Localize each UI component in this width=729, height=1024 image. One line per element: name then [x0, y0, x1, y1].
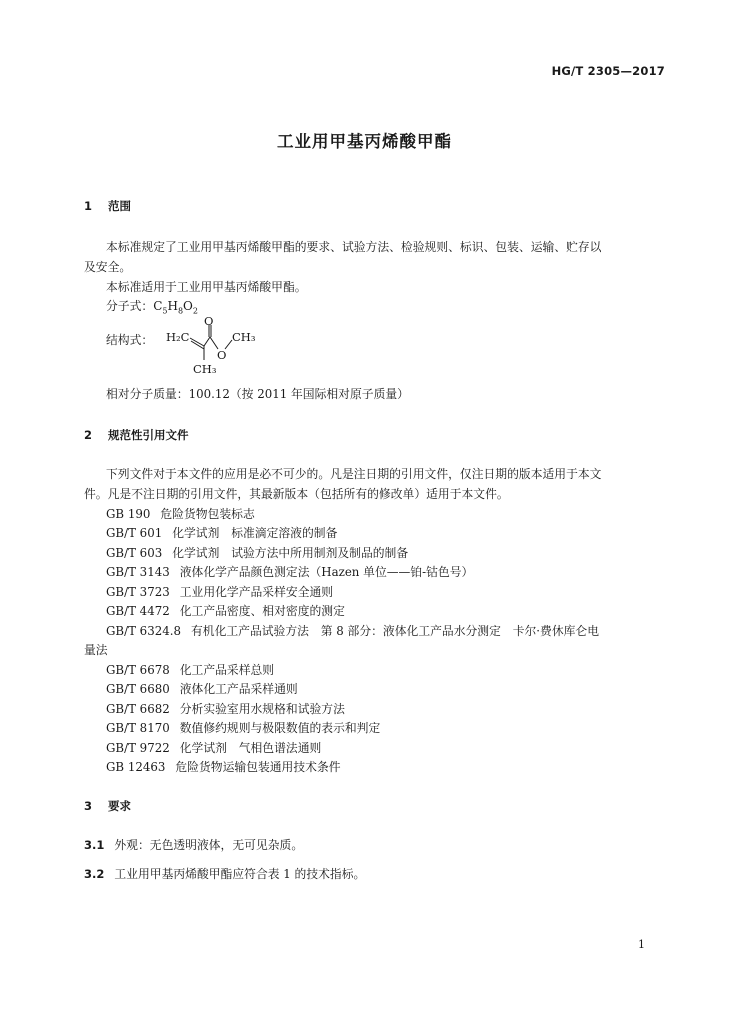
- formula-value: $C_5H_8O_2$: [153, 299, 198, 316]
- requirement-3-1: [84, 836, 303, 853]
- ref-title: 化学试剂 标准滴定溶液的制备: [172, 526, 338, 540]
- structural-formula: [164, 316, 274, 382]
- ref-code: GB/T 8170: [106, 721, 170, 735]
- ref-title: 量法: [84, 643, 108, 657]
- ref-item: [106, 524, 337, 541]
- section-title: 范围: [108, 199, 131, 213]
- ref-code: GB 12463: [106, 760, 166, 774]
- ref-code: GB/T 603: [106, 546, 163, 560]
- molecular-formula: [106, 297, 198, 315]
- document-title: 工业用甲基丙烯酸甲酯: [277, 132, 452, 151]
- ref-code: GB/T 6680: [106, 682, 170, 696]
- clause-text: 工业用甲基丙烯酸甲酯应符合表 1 的技术指标。: [114, 867, 366, 881]
- methyl-bottom-label: CH₃: [193, 362, 217, 376]
- clause-number: 3.1: [84, 838, 105, 852]
- ref-item: [106, 758, 341, 775]
- scope-para2: 本标准适用于工业用甲基丙烯酸甲酯。: [106, 280, 307, 294]
- scope-para1-line1: 本标准规定了工业用甲基丙烯酸甲酯的要求、试验方法、检验规则、标识、包装、运输、贮存以: [106, 240, 602, 254]
- ref-item: [106, 680, 298, 697]
- ref-title: 化学试剂 试验方法中所用制剂及制品的制备: [172, 546, 409, 560]
- ref-title: 工业用化学产品采样安全通则: [179, 585, 334, 599]
- standard-code: HG/T 2305—2017: [551, 64, 665, 78]
- ref-item: [106, 563, 473, 580]
- requirement-3-2: [84, 865, 365, 882]
- ref-title: 有机化工产品试验方法 第 8 部分：液体化工产品水分测定 卡尔·费休库仑电: [190, 624, 600, 638]
- clause-text: 外观：无色透明液体，无可见杂质。: [114, 838, 304, 852]
- section-title: 要求: [108, 799, 131, 813]
- ref-item: [106, 739, 321, 756]
- section-3-heading: [84, 798, 131, 814]
- clause-number: 3.2: [84, 867, 105, 881]
- section-number: 2: [84, 428, 93, 442]
- refs-intro-line1: 下列文件对于本文件的应用是必不可少的。凡是注日期的引用文件，仅注日期的版本适用于本文: [106, 467, 602, 481]
- ref-title: 化工产品采样总则: [179, 663, 275, 677]
- methyl-right-label: CH₃: [232, 330, 256, 344]
- ref-item: [106, 602, 345, 619]
- formula-label: 分子式：: [106, 299, 154, 313]
- ref-code: GB/T 601: [106, 526, 163, 540]
- ref-item: [106, 622, 599, 639]
- ref-code: GB 190: [106, 507, 151, 521]
- ref-title: 分析实验室用水规格和试验方法: [179, 702, 345, 716]
- ref-title: 化学试剂 气相色谱法通则: [179, 741, 322, 755]
- scope-para1-line2: 及安全。: [84, 260, 132, 274]
- mass-label: 相对分子质量：: [106, 387, 189, 401]
- ref-title: 危险货物包装标志: [160, 507, 255, 521]
- ref-title: 数值修约规则与极限数值的表示和判定: [179, 721, 381, 735]
- structure-label: 结构式：: [106, 333, 154, 347]
- ester-oxygen-label: O: [217, 348, 227, 362]
- page-number: 1: [638, 938, 645, 951]
- ref-code: GB/T 6682: [106, 702, 170, 716]
- ref-title: 化工产品密度、相对密度的测定: [179, 604, 345, 618]
- ref-item: [106, 719, 380, 736]
- molecular-mass: [106, 385, 409, 402]
- section-title: 规范性引用文件: [108, 428, 189, 442]
- ref-item-continuation: [84, 641, 108, 658]
- section-1-heading: [84, 198, 131, 214]
- ref-code: GB/T 3723: [106, 585, 170, 599]
- section-2-heading: [84, 427, 189, 443]
- refs-intro-line2: 件。凡是不注日期的引用文件，其最新版本（包括所有的修改单）适用于本文件。: [84, 487, 509, 501]
- ref-item: [106, 583, 333, 600]
- mass-value: 100.12（按 2011 年国际相对原子质量）: [188, 387, 409, 401]
- ref-title: 液体化工产品采样通则: [179, 682, 298, 696]
- section-number: 1: [84, 199, 93, 213]
- ref-code: GB/T 6678: [106, 663, 170, 677]
- ref-item: [106, 700, 345, 717]
- h2c-label: H₂C: [166, 330, 190, 344]
- ref-code: GB/T 9722: [106, 741, 170, 755]
- ref-code: GB/T 4472: [106, 604, 170, 618]
- ref-item: [106, 661, 274, 678]
- ref-code: GB/T 3143: [106, 565, 170, 579]
- ref-item: [106, 544, 408, 561]
- ref-code: GB/T 6324.8: [106, 624, 181, 638]
- ref-item: [106, 505, 255, 522]
- ref-title: 液体化学产品颜色测定法（Hazen 单位——铂-钴色号）: [179, 565, 474, 579]
- carbonyl-oxygen-label: O: [204, 314, 214, 328]
- ref-title: 危险货物运输包装通用技术条件: [175, 760, 341, 774]
- section-number: 3: [84, 799, 93, 813]
